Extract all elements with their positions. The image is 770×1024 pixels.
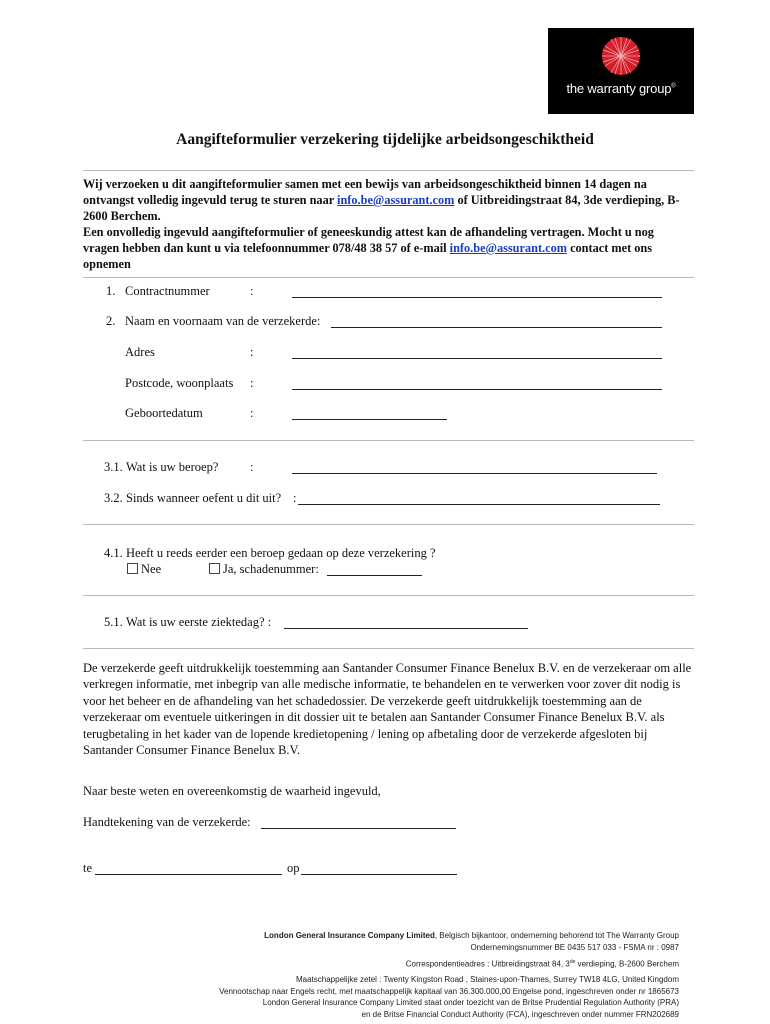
globe-logo-icon [601,36,641,76]
divider [83,277,694,278]
checkbox-icon[interactable] [127,563,138,574]
colon: : [250,376,254,390]
footer-line: Ondernemingsnummer BE 0435 517 033 - FSMA nr : 0987 [470,942,679,952]
date-label: op [287,861,300,875]
occupation-since-label: Sinds wanneer oefent u dit uit? [126,491,282,505]
colon: : [250,460,254,474]
divider [83,648,694,649]
field-number: 5.1. [104,615,123,629]
colon: : [250,284,254,298]
footer-line: London General Insurance Company Limited staat onder toezicht van de Britse Prudential Regulation Authority (PRA) [262,998,679,1008]
occupation-label: Wat is uw beroep? [126,460,219,474]
email-link-2[interactable]: info.be@assurant.com [449,241,567,255]
first-sick-day-field[interactable] [284,628,528,629]
place-field[interactable] [95,874,282,875]
closing-statement: Naar beste weten en overeenkomstig de waarheid ingevuld, [83,784,381,798]
field-number: 2. [106,314,116,328]
birthdate-field[interactable] [292,419,447,420]
date-field[interactable] [301,874,457,875]
option-ja[interactable]: Ja, schadenummer: [209,562,319,577]
checkbox-icon[interactable] [209,563,220,574]
footer-line: Maatschappelijke zetel : Twenty Kingston Road , Staines-upon-Thames, Surrey TW18 4LG, United Kingdom [295,975,679,985]
insured-name-field[interactable] [331,327,662,328]
field-number: 4.1. [104,546,123,560]
first-sick-day-label: Wat is uw eerste ziektedag? : [126,615,272,629]
intro-text: Wij verzoeken u dit aangifteformulier samen met een bewijs van arbeidsongeschiktheid binnen 14 dagen na ontvangst volledig ingevuld terug te sturen naar info.be@assurant.com of Uitbreidingstraat 84, 3de verdieping, B-2600 Berchem. Een onvolledig ingevuld aangifteformulier of geneeskundig attest kan de afhandeling vertragen. Mocht u nog vragen hebben dan kunt u via telefoonnummer 078/48 38 57 of e-mail info.be@assurant.com contact met ons opnemen [83,177,680,271]
place-label: te [83,861,93,875]
postcode-field[interactable] [292,389,662,390]
email-link[interactable]: info.be@assurant.com [337,193,455,207]
occupation-since-field[interactable] [298,504,660,505]
field-number: 1. [106,284,116,298]
company-footer [119,930,679,1020]
insured-name-label: Naam en voornaam van de verzekerde: [125,314,321,328]
field-number: 3.2. [104,491,123,505]
contract-number-label: Contractnummer [125,284,210,298]
colon: : [250,406,254,420]
logo-wordmark: the warranty group® [566,81,676,96]
footer-line: Vennootschap naar Engels recht, met maatschappelijk kapitaal van 36.300.000,00 Engelse pond, ingeschreven onder nr 1865673 [219,986,679,996]
claim-number-field[interactable] [327,575,422,576]
divider [83,170,694,171]
birthdate-label: Geboortedatum [125,406,203,420]
address-label: Adres [125,345,155,359]
field-number: 3.1. [104,460,123,474]
contract-number-field[interactable] [292,297,662,298]
previous-claim-question: Heeft u reeds eerder een beroep gedaan op deze verzekering ? [126,546,436,560]
signature-label: Handtekening van de verzekerde: [83,815,251,829]
footer-line: Correspondentieadres : Uitbreidingstraat 84, 3de verdieping, B-2600 Berchem [405,959,679,969]
company-logo [548,28,694,114]
divider [83,440,694,441]
divider [83,595,694,596]
occupation-field[interactable] [292,473,657,474]
option-nee[interactable]: Nee [127,562,161,577]
address-field[interactable] [292,358,662,359]
colon: : [250,345,254,359]
footer-line: London General Insurance Company Limited, Belgisch bijkantoor, onderneming behorend tot The Warranty Group [264,931,679,940]
page-title: Aangifteformulier verzekering tijdelijke arbeidsongeschiktheid [176,131,594,148]
footer-line: en de Britse Financial Conduct Authority (FCA), ingeschreven onder nummer FRN202689 [361,1009,679,1019]
divider [83,524,694,525]
colon: : [293,491,297,505]
signature-field[interactable] [261,828,456,829]
postcode-label: Postcode, woonplaats [125,376,234,390]
consent-text: De verzekerde geeft uitdrukkelijk toestemming aan Santander Consumer Finance Benelux B.V. en de verzekeraar om alle verkregen informatie, met inbegrip van alle medische informatie, te behandelen en te verwerken voor zover dit nodig is voor het beheer en de afhandeling van het schadedossier. De verzekerde geeft uitdrukkelijk toestemming aan de verzekeraar om eventuele uitkeringen in dit dossier uit te betalen aan Santander Consumer Finance Benelux B.V. als terugbetaling in het kader van de lopende kredietopening / lening op afbetaling door de verzekerde afgesloten bij Santander Consumer Finance Benelux B.V. [83,661,692,758]
